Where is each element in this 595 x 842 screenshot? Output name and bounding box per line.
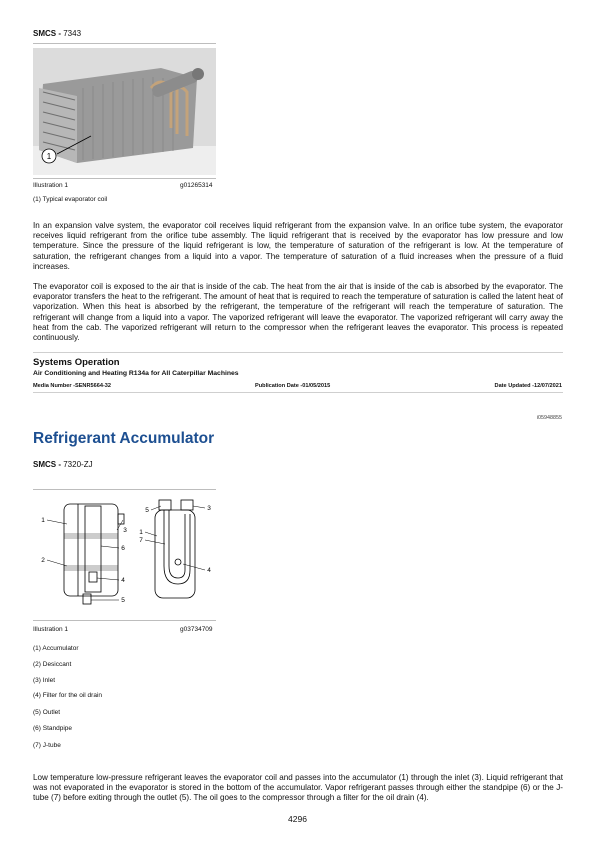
divider: [33, 43, 216, 44]
callout-6: 6: [121, 545, 125, 552]
figure-caption: (1) Typical evaporator coil: [33, 196, 108, 203]
divider: [33, 352, 563, 353]
callout-1: 1: [46, 152, 52, 161]
section-heading: Systems Operation: [33, 357, 120, 368]
callout-5: 5: [121, 597, 125, 604]
illustration-label: Illustration 1: [33, 626, 69, 633]
smcs-line: [33, 29, 81, 38]
legend-item: (2) Desiccant: [33, 661, 72, 668]
evaporator-coil-photo: [33, 48, 216, 175]
divider: [33, 178, 216, 179]
document-id: i05948855: [536, 415, 562, 421]
date-updated: Date Updated -12/07/2021: [494, 383, 562, 389]
illustration-id: g03734709: [180, 626, 213, 633]
callout-1: 1: [139, 529, 143, 536]
callout-7: 7: [139, 537, 143, 544]
legend-item: (4) Filter for the oil drain: [33, 692, 102, 699]
callout-2: 2: [41, 557, 45, 564]
callout-5: 5: [145, 507, 149, 514]
media-number: Media Number -SENR5664-32: [33, 383, 112, 389]
callout-3: 3: [123, 527, 127, 534]
page-title: Refrigerant Accumulator: [33, 430, 215, 447]
callout-3: 3: [207, 505, 211, 512]
desiccant-hatch: [64, 534, 118, 570]
accumulator-diagram: [33, 496, 223, 616]
document-subtitle: Air Conditioning and Heating R134a for All Caterpillar Machines: [33, 370, 239, 377]
smcs-code: 7320-ZJ: [63, 460, 93, 469]
paragraph: The evaporator coil is exposed to the air that is inside of the cab. The heat from the air that is inside of the cab is absorbed by the evaporator. The evaporator transfers the heat to the refrigerant. The amount of heat that is required to reach the temperature of saturation is called the latent heat of vaporization. When this heat is absorbed by the refrigerant, the temperature of the refrigerant will reach the temperature of saturation. The refrigerant will change from a liquid into a vapor. The vaporized refrigerant will leave the evaporator. The vaporized refrigerant will carry away the heat from the cab. The vaporized refrigerant will return to the compressor when the refrigerant leaves the evaporator. This process is repeated continuously.: [33, 282, 563, 343]
publication-date: Publication Date -01/05/2015: [255, 383, 331, 389]
smcs-label: SMCS -: [33, 29, 61, 38]
divider: [33, 620, 216, 621]
page-number: 4296: [288, 814, 307, 824]
legend-item: (1) Accumulator: [33, 645, 79, 652]
callout-4: 4: [207, 567, 211, 574]
divider: [33, 489, 216, 490]
divider: [33, 392, 563, 393]
callout-4: 4: [121, 577, 125, 584]
paragraph: Low temperature low-pressure refrigerant leaves the evaporator coil and passes into the accumulator (1) through the inlet (3). Liquid refrigerant that was not evaporated in the evaporator is stored in the bottom of the accumulator. Vapor refrigerant passes through either the standpipe (6) or the J-tube (7) before exiting through the outlet (5). The oil goes to the compressor through a filter for the oil drain (4).: [33, 773, 563, 803]
smcs-label: SMCS -: [33, 460, 61, 469]
legend-item: (7) J-tube: [33, 742, 61, 749]
legend-item: (6) Standpipe: [33, 725, 73, 732]
illustration-label: Illustration 1: [33, 182, 69, 189]
smcs-line: [33, 460, 93, 469]
illustration-id: g01265314: [180, 182, 213, 189]
legend-item: (5) Outlet: [33, 709, 61, 716]
smcs-code: 7343: [63, 29, 82, 38]
callout-1: 1: [41, 517, 45, 524]
legend-item: (3) Inlet: [33, 677, 56, 684]
paragraph: In an expansion valve system, the evaporator coil receives liquid refrigerant from the expansion valve. In an orifice tube system, the evaporator receives liquid refrigerant from the orifice tube assembly. The liquid refrigerant that is received by the evaporator has low pressure and low temperature. Since the pressure of the liquid refrigerant is low, the temperature of saturation of the refrigerant is low. At the temperature of saturation, the refrigerant changes from a liquid into a vapor. The temperature of saturation of a fluid increases when the pressure of a fluid increases.: [33, 221, 563, 271]
